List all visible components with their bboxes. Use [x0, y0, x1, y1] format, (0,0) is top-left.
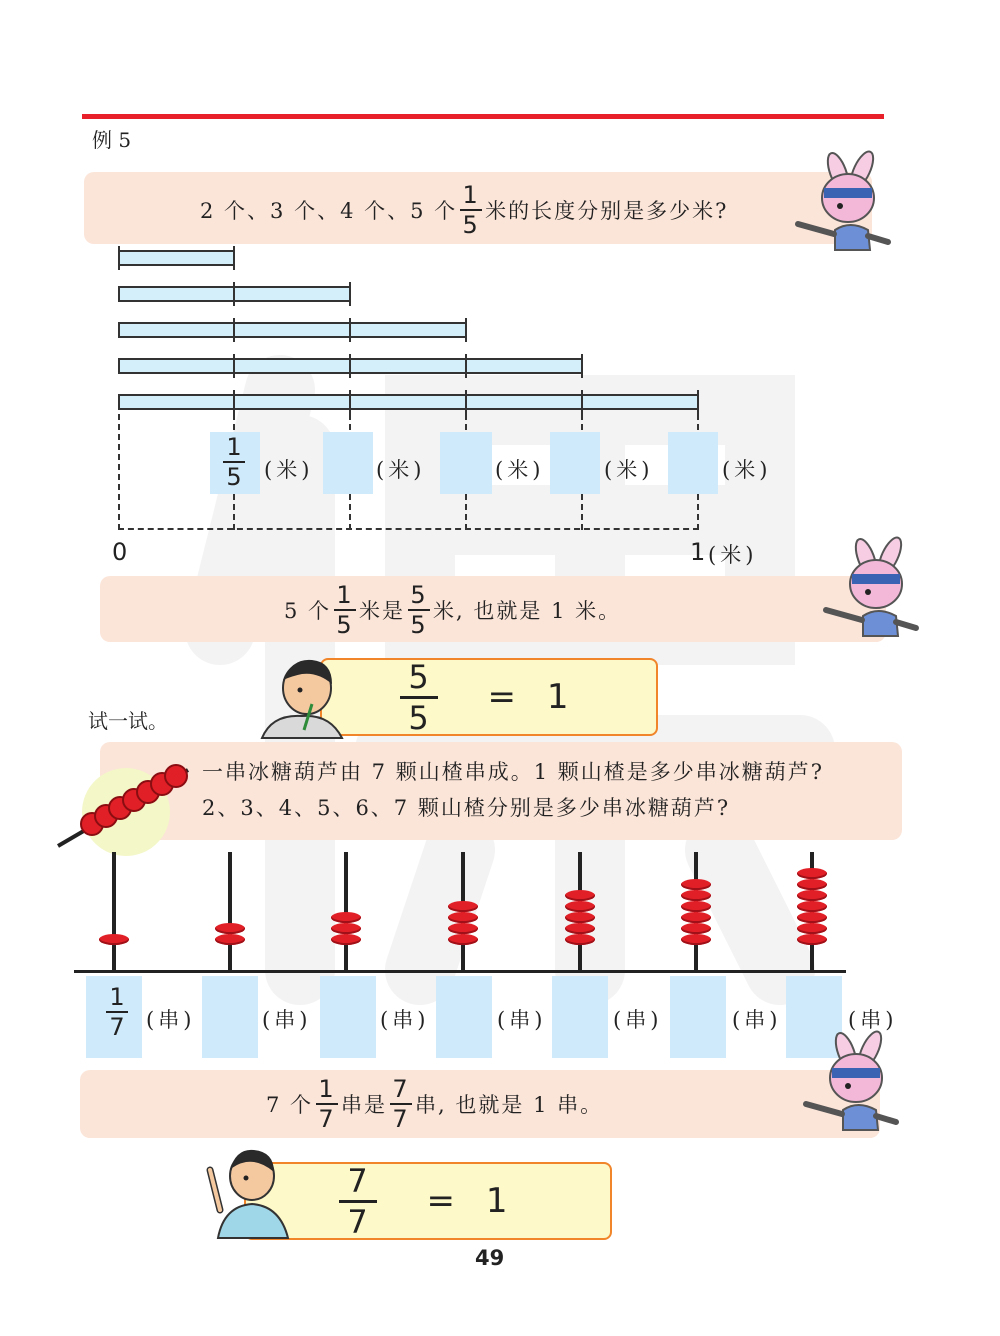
statement1-mid: 米是 [359, 599, 406, 623]
question2-line2: 2、3、4、5、6、7 颗山楂分别是多少串冰糖葫芦? [202, 796, 731, 820]
fraction-numerator: 1 [109, 983, 125, 1011]
answer-box-d[interactable] [436, 976, 492, 1058]
hawthorn-bead [797, 934, 827, 945]
bead-rod-3 [344, 852, 348, 970]
bar-tick [233, 354, 235, 378]
answer-box-2[interactable] [323, 432, 373, 494]
formula1-box [320, 658, 658, 736]
rabbit-mascot-icon [790, 150, 900, 259]
fraction-denominator: 7 [109, 1013, 125, 1041]
unit-label: (米) [495, 458, 545, 482]
hawthorn-bead [215, 923, 245, 934]
hawthorn-bead [448, 901, 478, 912]
hawthorn-bead [797, 879, 827, 890]
bead-rod-2 [228, 852, 232, 970]
hawthorn-bead [448, 934, 478, 945]
example-label: 例 5 [92, 128, 132, 152]
bar-tick [118, 246, 120, 270]
unit-label: (串) [380, 1008, 430, 1032]
hawthorn-bead [681, 912, 711, 923]
bar-1-fifth [118, 250, 235, 266]
pointing-boy-icon [196, 1140, 296, 1244]
top-rule [82, 114, 884, 119]
fraction-numerator: 1 [462, 181, 480, 209]
fraction-numerator: 7 [347, 1161, 368, 1200]
unit-label: (串) [262, 1008, 312, 1032]
bar-tick [465, 390, 467, 414]
hawthorn-bead [681, 901, 711, 912]
question1-fraction [460, 182, 482, 238]
fraction-numerator: 7 [392, 1075, 410, 1103]
fraction-numerator: 1 [336, 581, 354, 609]
fraction-denominator: 7 [347, 1202, 368, 1241]
hawthorn-bead [448, 912, 478, 923]
question1-text [200, 180, 728, 240]
hawthorn-bead [797, 868, 827, 879]
fraction-denominator: 5 [408, 698, 429, 737]
fraction-denominator: 7 [392, 1105, 410, 1133]
bar-3-fifths [118, 322, 467, 338]
question2-line1: 一串冰糖葫芦由 7 颗山楂串成。1 颗山楂是多少串冰糖葫芦? [202, 760, 825, 784]
thinking-boy-icon [252, 650, 352, 744]
number-line-start: 0 [112, 538, 128, 566]
formula1-equals: = 1 [487, 677, 579, 717]
statement1-text [284, 580, 621, 640]
question1-post: 米的长度分别是多少米? [485, 199, 729, 223]
bar-tick [349, 318, 351, 342]
unit-label: (米) [604, 458, 654, 482]
unit-label: (串) [732, 1008, 782, 1032]
bar-tick [349, 354, 351, 378]
page-number: 49 [475, 1246, 505, 1270]
hawthorn-bead [331, 912, 361, 923]
number-line-end: 1 [690, 538, 706, 566]
formula2-fraction [339, 1161, 377, 1241]
statement2-fraction-b [390, 1076, 412, 1132]
answer-box-5[interactable] [668, 432, 718, 494]
bar-tick [233, 282, 235, 306]
hawthorn-bead [448, 923, 478, 934]
guide-0 [118, 414, 120, 530]
bar-tick [465, 354, 467, 378]
bar-tick [349, 390, 351, 414]
bar-tick [233, 390, 235, 414]
answer-box-a-fraction [106, 984, 128, 1040]
formula2-box [244, 1162, 612, 1240]
hawthorn-bead [99, 934, 129, 945]
statement1-pre: 5 个 [284, 599, 332, 623]
hawthorn-bead [797, 923, 827, 934]
hawthorn-bead [681, 890, 711, 901]
unit-label: (米) [376, 458, 426, 482]
hawthorn-bead [681, 879, 711, 890]
fraction-denominator: 7 [318, 1105, 336, 1133]
hawthorn-bead [565, 912, 595, 923]
hawthorn-bead [331, 934, 361, 945]
statement2-pre: 7 个 [266, 1093, 314, 1117]
rabbit-mascot-icon [798, 1030, 908, 1139]
fraction-numerator: 1 [226, 433, 242, 461]
hawthorn-bead [565, 901, 595, 912]
hawthorn-bead [797, 890, 827, 901]
unit-label: (米) [722, 458, 772, 482]
bar-tick [581, 390, 583, 414]
fraction-denominator: 5 [226, 463, 242, 491]
hawthorn-bead [215, 934, 245, 945]
answer-box-3[interactable] [440, 432, 492, 494]
fraction-denominator: 5 [336, 611, 354, 639]
unit-label: (串) [146, 1008, 196, 1032]
try-it-label: 试一试。 [88, 709, 168, 733]
fraction-numerator: 5 [410, 581, 428, 609]
formula2-equals: = 1 [426, 1181, 518, 1221]
fraction-numerator: 5 [408, 657, 429, 696]
bead-baseline [74, 970, 846, 973]
bar-tick [465, 318, 467, 342]
statement2-mid: 串是 [341, 1093, 388, 1117]
answer-box-e[interactable] [552, 976, 608, 1058]
number-line-end-unit: (米) [708, 543, 758, 567]
unit-label: (串) [497, 1008, 547, 1032]
fraction-denominator: 5 [410, 611, 428, 639]
bar-tick [581, 354, 583, 378]
answer-box-f[interactable] [670, 976, 726, 1058]
answer-box-4[interactable] [550, 432, 600, 494]
answer-box-c[interactable] [320, 976, 376, 1058]
hawthorn-bead [681, 923, 711, 934]
question1-pre: 2 个、3 个、4 个、5 个 [200, 199, 458, 223]
hawthorn-bead [565, 890, 595, 901]
unit-label: (串) [848, 1008, 898, 1032]
bar-tick [349, 282, 351, 306]
bar-tick [697, 390, 699, 414]
unit-label: (串) [613, 1008, 663, 1032]
bead-rod-1 [112, 852, 116, 970]
statement1-post: 米, 也就是 1 米。 [433, 599, 622, 623]
rabbit-mascot-icon [818, 536, 928, 645]
answer-box-b[interactable] [202, 976, 258, 1058]
statement1-fraction-b [408, 582, 430, 638]
bar-5-fifths [118, 394, 699, 410]
statement2-post: 串, 也就是 1 串。 [415, 1093, 604, 1117]
bar-tick [233, 318, 235, 342]
answer-box-1-fraction [223, 434, 245, 490]
number-line [118, 528, 699, 532]
formula1-fraction [400, 657, 438, 737]
statement1-fraction-a [334, 582, 356, 638]
hawthorn-bead [797, 901, 827, 912]
statement2-text [266, 1074, 603, 1134]
hawthorn-bead [565, 923, 595, 934]
hawthorn-bead [331, 923, 361, 934]
statement2-fraction-a [316, 1076, 338, 1132]
bar-tick [233, 246, 235, 270]
hawthorn-bead [681, 934, 711, 945]
hawthorn-bead [565, 934, 595, 945]
unit-label: (米) [264, 458, 314, 482]
fraction-numerator: 1 [318, 1075, 336, 1103]
candied-haws-icon [54, 760, 194, 864]
fraction-denominator: 5 [462, 211, 480, 239]
hawthorn-bead [797, 912, 827, 923]
